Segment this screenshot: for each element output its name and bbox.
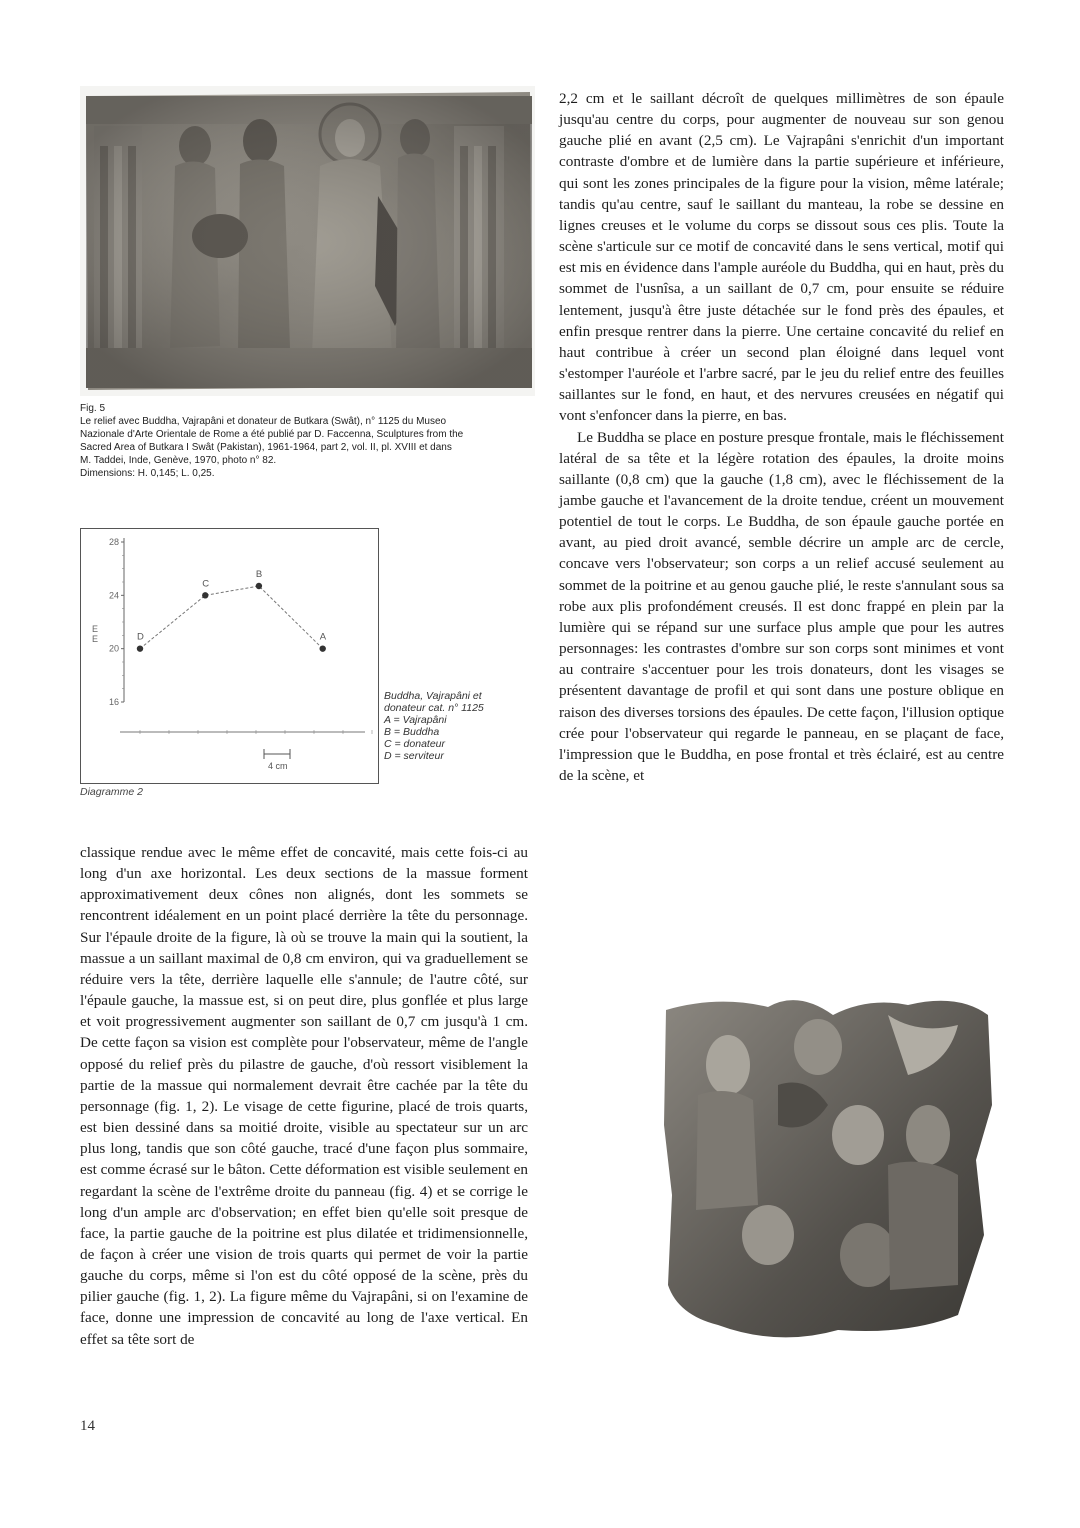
caption-line: Sacred Area of Butkara I Swât (Pakistan), 1961-1964, part 2, vol. II, pl. XVIII et dans xyxy=(80,442,452,453)
legend-entry-c: C = donateur xyxy=(384,738,446,750)
page-number: 14 xyxy=(80,1418,95,1434)
caption-line: Nazionale d'Arte Orientale de Rome a été publié par D. Faccenna, Sculptures from the xyxy=(80,429,464,440)
relief-profile-chart xyxy=(80,528,380,788)
figure-5-caption xyxy=(80,402,540,480)
data-point-label-d: D xyxy=(137,631,144,643)
legend-entry-a: A = Vajrapâni xyxy=(384,714,447,726)
relief-photo-buddha-vajrapani xyxy=(80,86,535,396)
legend-entry-b: B = Buddha xyxy=(384,726,440,738)
legend-title-line: donateur cat. n° 1125 xyxy=(384,702,484,714)
left-text-column xyxy=(80,842,528,1350)
paragraph: classique rendue avec le même effet de concavité, mais cette fois-ci au long d'un axe horizontal. Les deux sections de la massue forment approximativement deux cônes non alignés, dont les sommets se rencontrent idéalement en un point placé derrière la tête du personnage. Sur l'épaule droite de la figure, là où se trouve la main qui la soutient, la massue a un saillant maximal de 0,8 cm environ, qui va graduellement se réduire vers la tête, derrière laquelle elle s'annule; de l'autre côté, sur l'épaule gauche, la massue est, si on peut dire, plus gonflée et plus large et voit progressivement augmenter son saillant de 0,7 cm jusqu'à 1 cm. De cette façon sa vision est complète pour l'observateur, même de l'angle opposé du relief près du pilastre de gauche, d'où ressort visiblement la partie de la massue qui normalement devrait être cachée par la tête du personnage (fig. 1, 2). Le visage de cette figurine, placé de trois quarts, est bien dessiné dans sa moitié droite, visible au spectateur sur un arc plus long, tandis que son côté gauche, tracé d'une façon plus sommaire, est comme écrasé sur le bâton. Cette déformation est visible seulement en regardant la scène de l'extrême droite du panneau (fig. 4) et se corrige le long d'un ample arc d'observation; en effet bien qu'elle soit presque de face, la partie gauche de la poitrine est plus dilatée et tridimensionnelle, de façon à créer une vision de trois quarts qui permet de voir la partie gauche du corps, même si l'on est du côté opposé de la scène, près du pilier gauche (fig. 1, 2). La figure même du Vajrapâni, si on l'examine de face, donne une impression de concavité au long de l'axe vertical. En effet sa tête sort de xyxy=(80,844,528,1348)
legend-title-line: Buddha, Vajrapâni et xyxy=(384,690,482,702)
series-line xyxy=(140,586,323,649)
paragraph: 2,2 cm et le saillant décroît de quelques millimètres de son épaule jusqu'au centre du corps, pour augmenter de nouveau sur son genou gauche plié en avant (2,5 cm). Le Vajrapâni s'enrichit d'un important contraste d'ombre et de lumière dans la partie supérieure et inférieure, qui sont les zones principales de la figure pour la vision, même latérale; tandis qu'au centre, sauf le saillant du manteau, la robe se dessine en lignes creuses et le volume du corps se dissout sous ces plis. Toute la scène s'articule sur ce motif de concavité dans le sens vertical, motif qui est mis en évidence dans l'ample auréole du Buddha, qui en haut, près du sommet de l'usnîsa, a un saillant de 0,7 cm, pour ensuite se réduire lentement, jusqu'à être juste détachée sur le fond près des épaules, et enfin presque rentrer dans la pierre. Une certaine concavité du relief en haut contribue à créer un second plan éloigné dans lequel vont s'estomper l'auréole et l'arbre sacré, par le jeu du relief entre des feuilles saillantes sur le fond, en haut, et des nervures creusées en négatif qui vont s'enfoncer dans la pierre, en bas. xyxy=(559,90,1004,425)
relief-photo-illustration xyxy=(80,86,535,396)
legend-entry-d: D = serviteur xyxy=(384,750,444,762)
caption-line: M. Taddei, Inde, Genève, 1970, photo n° 82. xyxy=(80,455,277,466)
y-tick-label: 16 xyxy=(108,697,119,707)
paragraph: Le Buddha se place en posture presque frontale, mais le fléchissement latéral de sa tête et la légère rotation des épaules, la droite moins saillante (0,8 cm) que la gauche (1,8 cm), avec le fléchissement de la jambe gauche et l'avancement de la droite tendue, créent un mouvement potentiel de tout le corps. Le Buddha, de son épaule gauche portée en avant, au pied droit avancé, semble décrire un ample arc de cercle, concave vers l'observateur; son corps a un relief accusé seulement au sommet de la poitrine et au genou gauche plié, le reste s'annulant sous sa robe aux plis profondément creusés. Il est donc frappé en plein par la lumière qui se répand sur une surface plus ample que pour les autres personnages: les contrastes d'ombre sur son corps sont minimes et vont au contraire s'accentuer pour les trois donateurs, dont les visages se présentent davantage de profil et qui sont dans une posture oblique en raison des diverses torsions des épaules. De cette façon, l'illusion optique crée pour l'observateur qui regarde le panneau, en se plaçant de face, l'impression que le Buddha, en pose frontal et très éclairé, est au centre de la scène, et xyxy=(559,428,1004,784)
caption-line: Dimensions: H. 0,145; L. 0,25. xyxy=(80,468,215,479)
diagram-legend xyxy=(384,690,534,762)
y-tick-label: 24 xyxy=(108,590,119,601)
diagram-label: Diagramme 2 xyxy=(80,786,144,798)
data-point-b xyxy=(256,583,262,589)
caption-line: Le relief avec Buddha, Vajrapâni et donateur de Butkara (Swât), n° 1125 du Museo xyxy=(80,416,447,427)
data-point-label-c: C xyxy=(202,578,210,590)
relief-fragment-photo xyxy=(658,985,1003,1350)
y-axis-unit-label: E xyxy=(92,624,99,634)
data-point-label-b: B xyxy=(255,569,263,580)
data-point-d xyxy=(137,645,143,651)
data-point-label-a: A xyxy=(319,631,327,643)
relief-fragment-illustration xyxy=(658,985,1003,1350)
figure-label: Fig. 5 xyxy=(80,403,106,414)
right-text-column xyxy=(559,88,1004,786)
y-axis-unit-label: E xyxy=(92,634,99,644)
y-tick-label: 20 xyxy=(108,643,119,654)
y-tick-label: 28 xyxy=(108,537,119,547)
data-point-a xyxy=(320,645,326,651)
scale-bar-label: 4 cm xyxy=(268,761,288,771)
data-point-c xyxy=(202,592,208,598)
